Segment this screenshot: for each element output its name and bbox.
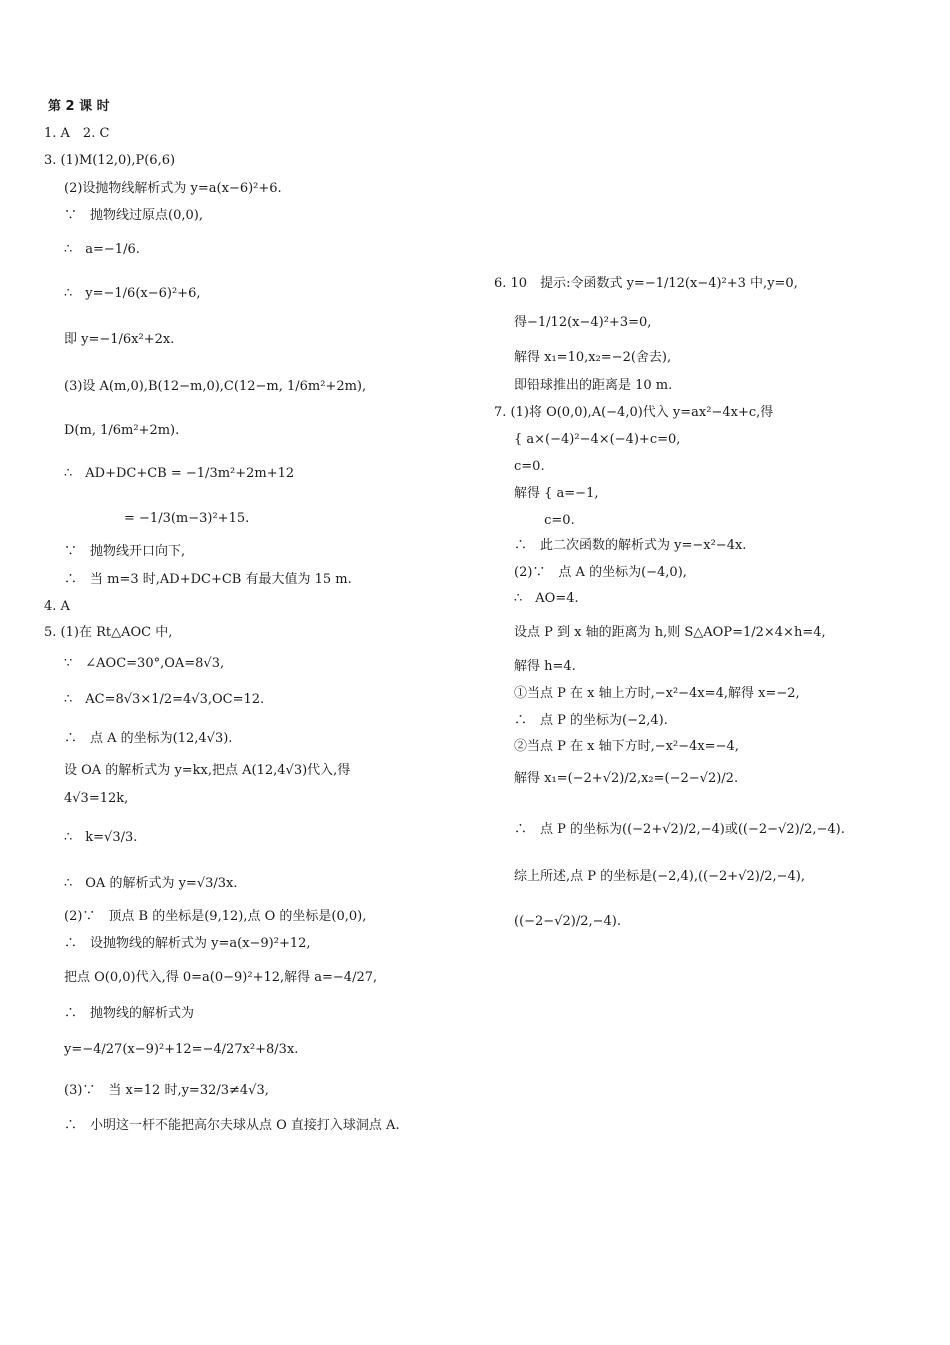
right-line: ((−2−√2)/2,−4). [514,914,621,929]
left-line: ∵ ∠AOC=30°,OA=8√3, [64,656,225,671]
right-line: ∴ 此二次函数的解析式为 y=−x²−4x. [514,538,747,553]
left-line: ∵ 抛物线过原点(0,0), [64,208,203,223]
right-line: ①当点 P 在 x 轴上方时,−x²−4x=4,解得 x=−2, [514,686,800,701]
right-line: c=0. [514,459,545,474]
left-line: 1. A 2. C [44,126,110,141]
right-line: { a×(−4)²−4×(−4)+c=0, [514,432,681,447]
right-line: 得−1/12(x−4)²+3=0, [514,315,652,330]
left-line: ∴ 抛物线的解析式为 [64,1006,195,1021]
left-line: (2)∵ 顶点 B 的坐标是(9,12),点 O 的坐标是(0,0), [64,909,367,924]
right-line: c=0. [514,513,575,528]
left-line: ∴ a=−1/6. [64,242,140,257]
right-line: 解得 { a=−1, [514,486,599,501]
left-line: ∴ k=√3/3. [64,830,138,845]
left-line: ∴ 小明这一杆不能把高尔夫球从点 O 直接打入球洞点 A. [64,1118,400,1133]
left-line: (3)设 A(m,0),B(12−m,0),C(12−m, 1/6m²+2m), [64,379,367,394]
left-line: = −1/3(m−3)²+15. [124,511,250,526]
right-line: ∴ AO=4. [514,591,579,606]
right-line: ∴ 点 P 的坐标为(−2,4). [514,713,668,728]
left-line: (2)设抛物线解析式为 y=a(x−6)²+6. [64,181,282,196]
left-line: y=−4/27(x−9)²+12=−4/27x²+8/3x. [64,1042,299,1057]
right-line: 6. 10 提示:令函数式 y=−1/12(x−4)²+3 中,y=0, [494,276,798,291]
left-line: ∴ 当 m=3 时,AD+DC+CB 有最大值为 15 m. [64,572,352,587]
right-line: 即铅球推出的距离是 10 m. [514,378,673,393]
left-line: ∴ OA 的解析式为 y=√3/3x. [64,876,238,891]
left-line: 4. A [44,599,70,614]
left-line: ∴ y=−1/6(x−6)²+6, [64,286,201,301]
left-line: ∴ AC=8√3×1/2=4√3,OC=12. [64,692,265,707]
left-line: 即 y=−1/6x²+2x. [64,332,175,347]
left-line: (3)∵ 当 x=12 时,y=32/3≠4√3, [64,1083,269,1098]
right-line: 解得 x₁=(−2+√2)/2,x₂=(−2−√2)/2. [514,771,739,786]
left-line: D(m, 1/6m²+2m). [64,423,180,438]
right-line: 综上所述,点 P 的坐标是(−2,4),((−2+√2)/2,−4), [514,869,805,884]
left-line: 设 OA 的解析式为 y=kx,把点 A(12,4√3)代入,得 [64,763,351,778]
right-line: 解得 h=4. [514,659,576,674]
left-line: ∴ 设抛物线的解析式为 y=a(x−9)²+12, [64,936,311,951]
left-line: 3. (1)M(12,0),P(6,6) [44,153,176,168]
left-line: ∴ 点 A 的坐标为(12,4√3). [64,731,233,746]
left-line: 5. (1)在 Rt△AOC 中, [44,625,173,640]
right-line: 设点 P 到 x 轴的距离为 h,则 S△AOP=1/2×4×h=4, [514,625,826,640]
left-line: 4√3=12k, [64,791,129,806]
left-line: ∴ AD+DC+CB = −1/3m²+2m+12 [64,466,295,481]
section-heading: 第 2 课 时 [48,99,110,114]
right-line: (2)∵ 点 A 的坐标为(−4,0), [514,565,687,580]
left-line: 把点 O(0,0)代入,得 0=a(0−9)²+12,解得 a=−4/27, [64,970,378,985]
right-line: ②当点 P 在 x 轴下方时,−x²−4x=−4, [514,739,739,754]
right-line: ∴ 点 P 的坐标为((−2+√2)/2,−4)或((−2−√2)/2,−4). [514,822,845,837]
right-line: 解得 x₁=10,x₂=−2(舍去), [514,350,672,365]
left-line: ∵ 抛物线开口向下, [64,544,186,559]
right-line: 7. (1)将 O(0,0),A(−4,0)代入 y=ax²−4x+c,得 [494,405,774,420]
